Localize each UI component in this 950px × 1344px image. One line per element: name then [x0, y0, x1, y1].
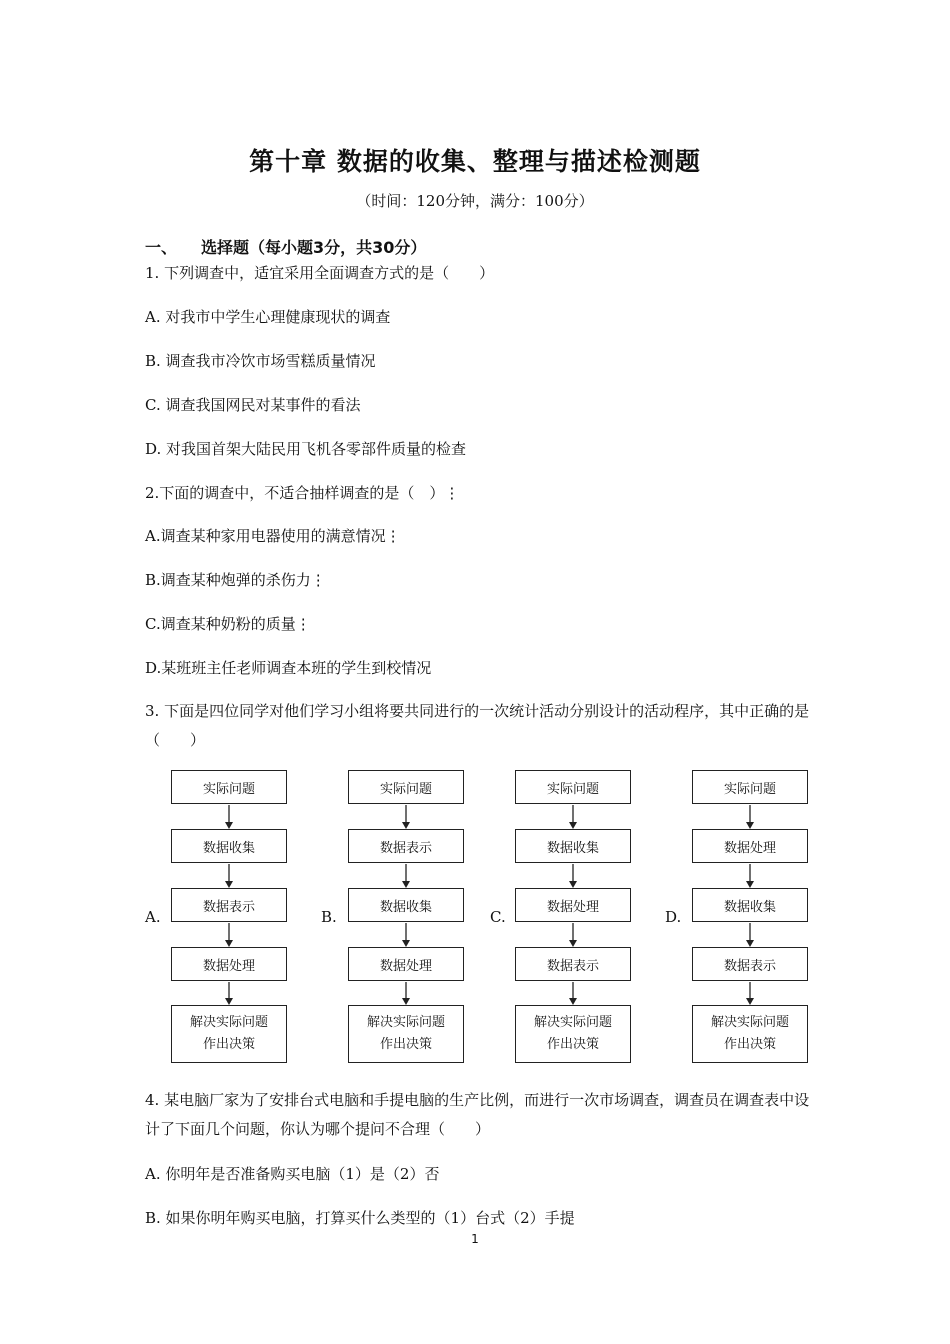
- arrow-head-icon: [402, 881, 410, 888]
- page-number: 1: [471, 1232, 479, 1246]
- exam-info: （时间：120分钟，满分：100分）: [356, 192, 594, 210]
- flow-step: 实际问题: [348, 770, 464, 804]
- arrow-head-icon: [402, 998, 410, 1005]
- flow-step: 数据处理: [348, 947, 464, 981]
- arrow-head-icon: [569, 998, 577, 1005]
- flow-a-label: A.: [145, 908, 161, 926]
- arrow-head-icon: [569, 940, 577, 947]
- flow-final-line: 解决实际问题: [710, 1015, 789, 1030]
- flow-step: 数据收集: [515, 829, 631, 863]
- question-2-option-d: D.某班班主任老师调查本班的学生到校情况: [145, 659, 432, 677]
- flow-final-line: 解决实际问题: [189, 1015, 268, 1030]
- flow-b-label: B.: [321, 908, 337, 926]
- flow-final-step: [692, 1005, 808, 1063]
- arrow-head-icon: [746, 940, 754, 947]
- flow-step: 数据收集: [692, 888, 808, 922]
- flow-step: 数据表示: [348, 829, 464, 863]
- flow-final-line: 作出决策: [546, 1037, 599, 1052]
- question-1-stem: 1. 下列调查中，适宜采用全面调查方式的是（ ）: [145, 264, 495, 282]
- flow-step: 实际问题: [515, 770, 631, 804]
- flow-step: 数据处理: [171, 947, 287, 981]
- question-3-stem: 3. 下面是四位同学对他们学习小组将要共同进行的一次统计活动分别设计的活动程序，其中正确的是（ ）: [145, 702, 810, 749]
- arrow-head-icon: [402, 822, 410, 829]
- flow-c-label: C.: [490, 908, 506, 926]
- flow-step: 数据处理: [515, 888, 631, 922]
- flowchart-b: [348, 770, 468, 1062]
- flow-final-line: 作出决策: [723, 1037, 776, 1052]
- page-title: 第十章 数据的收集、整理与描述检测题: [249, 147, 701, 176]
- flow-step: 数据收集: [171, 829, 287, 863]
- question-2-option-c: C.调查某种奶粉的质量⋮: [145, 615, 311, 633]
- flowchart-d: [692, 770, 812, 1062]
- arrow-head-icon: [225, 881, 233, 888]
- section-number: 一、: [145, 238, 178, 257]
- flow-final-line: 作出决策: [202, 1037, 255, 1052]
- flow-step: 数据收集: [348, 888, 464, 922]
- flow-step: 数据表示: [515, 947, 631, 981]
- flow-step: 数据处理: [692, 829, 808, 863]
- flow-step: 数据表示: [171, 888, 287, 922]
- arrow-head-icon: [569, 822, 577, 829]
- question-1-option-d: D. 对我国首架大陆民用飞机各零部件质量的检查: [145, 440, 467, 458]
- arrow-head-icon: [746, 881, 754, 888]
- flow-d-label: D.: [665, 908, 682, 926]
- arrow-head-icon: [746, 998, 754, 1005]
- flowchart-c: [515, 770, 635, 1062]
- question-2-option-b: B.调查某种炮弹的杀伤力⋮: [145, 571, 326, 589]
- section-heading: [145, 235, 426, 258]
- question-2-stem: 2.下面的调查中，不适合抽样调查的是（ ）⋮: [145, 484, 460, 502]
- flow-final-step: [515, 1005, 631, 1063]
- arrow-head-icon: [225, 940, 233, 947]
- flow-final-step: [171, 1005, 287, 1063]
- question-1-option-a: A. 对我市中学生心理健康现状的调查: [145, 308, 391, 326]
- section-label: 选择题（每小题3分，共30分）: [201, 238, 427, 257]
- arrow-head-icon: [569, 881, 577, 888]
- arrow-head-icon: [746, 822, 754, 829]
- flow-final-line: 解决实际问题: [533, 1015, 612, 1030]
- flow-step: 实际问题: [171, 770, 287, 804]
- question-1-option-b: B. 调查我市冷饮市场雪糕质量情况: [145, 352, 376, 370]
- flow-final-step: [348, 1005, 464, 1063]
- question-2-option-a: A.调查某种家用电器使用的满意情况⋮: [145, 527, 401, 545]
- flow-step: 数据表示: [692, 947, 808, 981]
- flow-final-line: 作出决策: [379, 1037, 432, 1052]
- arrow-head-icon: [402, 940, 410, 947]
- question-1-option-c: C. 调查我国网民对某事件的看法: [145, 396, 361, 414]
- arrow-head-icon: [225, 998, 233, 1005]
- question-4-option-b: B. 如果你明年购买电脑，打算买什么类型的（1）台式（2）手提: [145, 1209, 575, 1227]
- flow-step: 实际问题: [692, 770, 808, 804]
- question-4-stem: 4. 某电脑厂家为了安排台式电脑和手提电脑的生产比例，而进行一次市场调查，调查员在调查表中设计了下面几个问题，你认为哪个提问不合理（ ）: [145, 1091, 810, 1138]
- flow-final-line: 解决实际问题: [366, 1015, 445, 1030]
- flowchart-a: [171, 770, 291, 1062]
- arrow-head-icon: [225, 822, 233, 829]
- question-4-option-a: A. 你明年是否准备购买电脑（1）是（2）否: [145, 1165, 440, 1183]
